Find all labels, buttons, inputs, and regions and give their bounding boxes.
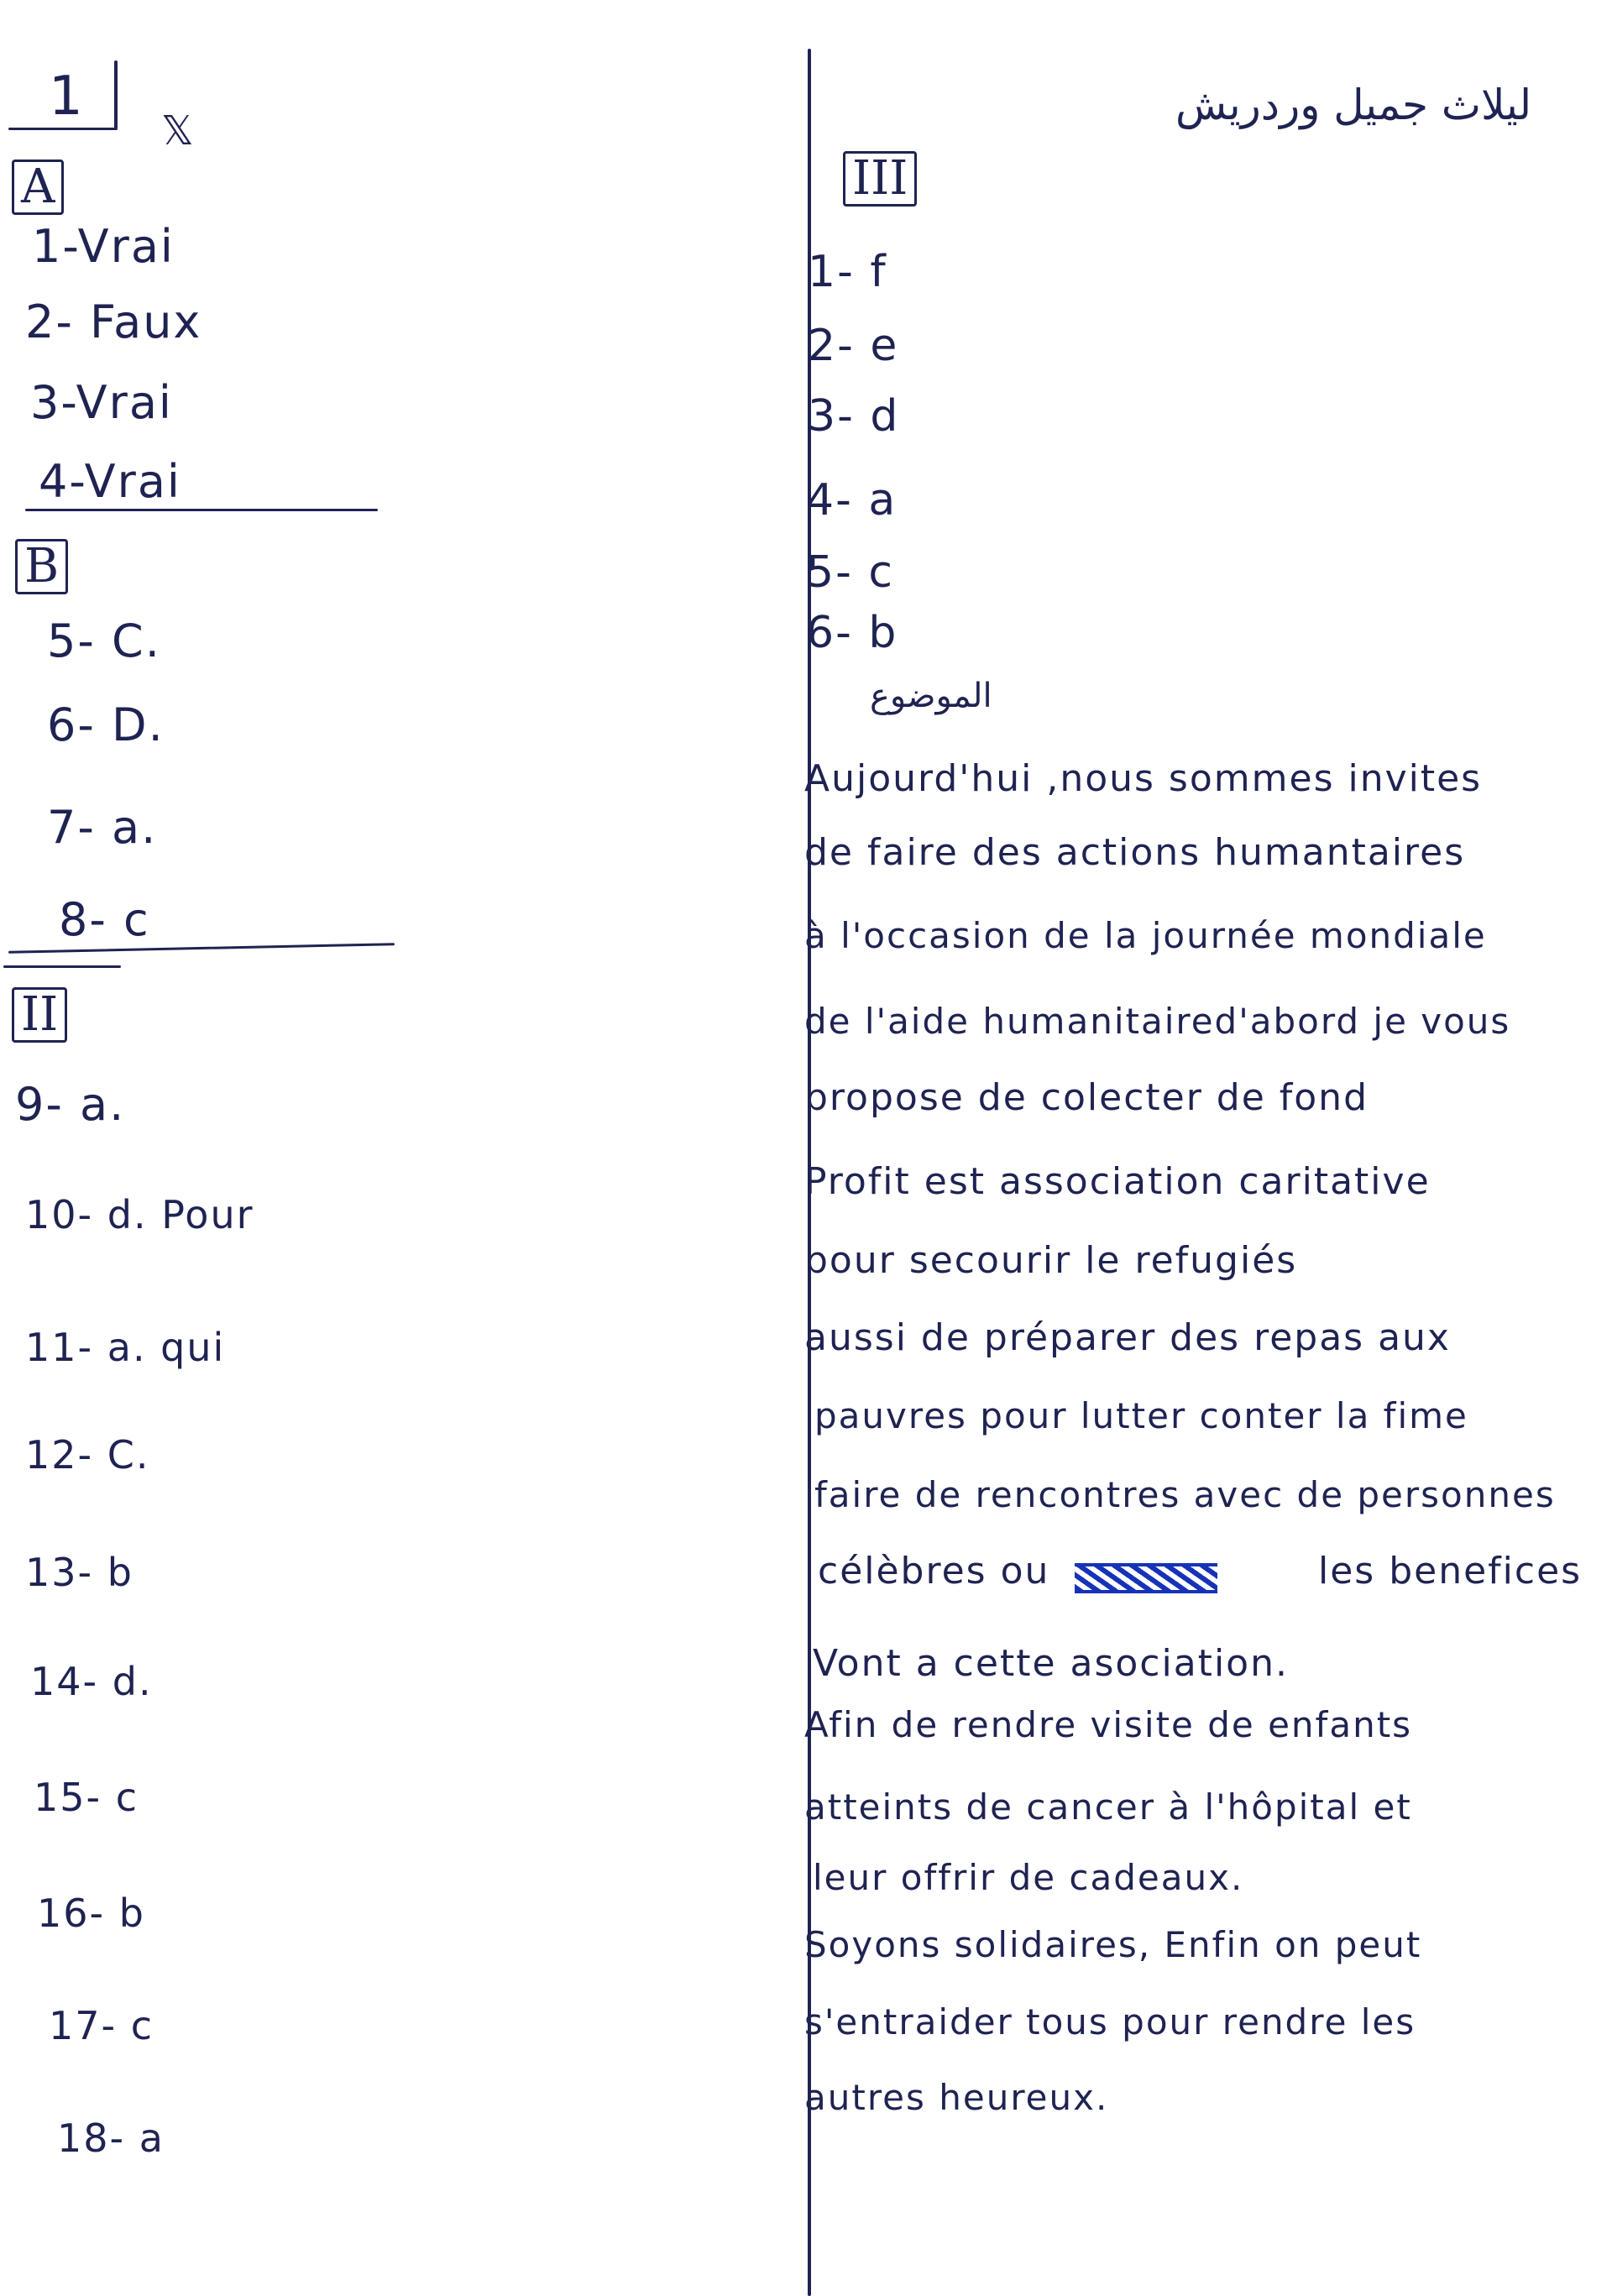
answer-iii-4: 4- a: [806, 475, 898, 526]
answer-b-5: 5- C.: [47, 615, 161, 667]
essay-line-6: Profit est association caritative: [804, 1160, 1431, 1203]
section-a-separator: [25, 509, 378, 511]
answer-iii-2: 2- e: [808, 321, 899, 371]
crossed-out-word: [1075, 1563, 1217, 1593]
answer-a-4: 4-Vrai: [39, 455, 181, 508]
answer-a-2: 2- Faux: [25, 295, 202, 348]
answer-ii-10: 10- d. Pour: [25, 1192, 254, 1237]
essay-line-3: à l'occasion de la journée mondiale: [804, 915, 1487, 956]
essay-line-13: Afin de rendre visite de enfants: [804, 1704, 1413, 1745]
answer-ii-11: 11- a. qui: [25, 1325, 226, 1370]
essay-title: الموضوع: [870, 677, 992, 715]
essay-line-18: autres heureux.: [804, 2077, 1109, 2118]
answer-b-8: 8- c: [59, 893, 150, 946]
answer-iii-5: 5- c: [806, 547, 894, 598]
section-iii-label: III: [843, 151, 917, 207]
essay-line-5: propose de colecter de fond: [804, 1076, 1369, 1119]
section-b-label: B: [15, 539, 68, 594]
section-ii-label: II: [12, 987, 67, 1043]
essay-line-9: pauvres pour lutter conter la fime: [814, 1395, 1468, 1436]
essay-line-10: faire de rencontres avec de personnes: [814, 1474, 1556, 1515]
answer-ii-16: 16- b: [37, 1891, 145, 1936]
essay-line-1: Aujourd'hui ,nous sommes invites: [804, 757, 1483, 800]
answer-ii-18: 18- a: [57, 2116, 165, 2161]
page-number: 1: [49, 65, 85, 128]
answer-a-3: 3-Vrai: [30, 376, 173, 429]
essay-line-16: Soyons solidaires, Enfin on peut: [804, 1924, 1422, 1965]
essay-line-11b: les benefices: [1318, 1550, 1583, 1593]
answer-ii-13: 13- b: [25, 1550, 133, 1595]
essay-line-12: Vont a cette asociation.: [813, 1642, 1289, 1685]
essay-line-8: aussi de préparer des repas aux: [804, 1316, 1451, 1359]
essay-line-7: pour secourir le refugiés: [804, 1239, 1298, 1282]
essay-line-11: célèbres ou: [818, 1550, 1050, 1593]
answer-ii-9: 9- a.: [15, 1078, 126, 1131]
answer-ii-14: 14- d.: [30, 1659, 153, 1704]
answer-ii-17: 17- c: [49, 2003, 154, 2048]
mark-icon: 𝕏: [161, 107, 194, 154]
answer-b-7: 7- a.: [47, 801, 158, 854]
essay-line-17: s'entraider tous pour rendre les: [804, 2001, 1416, 2042]
answer-ii-12: 12- C.: [25, 1432, 150, 1477]
answer-iii-3: 3- d: [808, 391, 900, 442]
section-b-separator-2: [3, 965, 121, 968]
answer-iii-1: 1- f: [808, 247, 887, 297]
answer-iii-6: 6- b: [806, 608, 898, 658]
student-name: ليلاث جميل وردريش: [1175, 81, 1532, 129]
section-a-label: A: [12, 160, 64, 215]
answer-b-6: 6- D.: [47, 698, 165, 751]
page-number-bracket: [114, 60, 118, 129]
answer-a-1: 1-Vrai: [32, 220, 175, 273]
answer-ii-15: 15- c: [34, 1775, 139, 1820]
essay-line-15: leur offrir de cadeaux.: [813, 1857, 1244, 1898]
essay-line-4: de l'aide humanitaired'abord je vous: [804, 1001, 1511, 1042]
essay-line-14: atteints de cancer à l'hôpital et: [804, 1786, 1412, 1828]
essay-line-2: de faire des actions humantaires: [804, 831, 1466, 874]
page-number-underline: [8, 128, 118, 130]
